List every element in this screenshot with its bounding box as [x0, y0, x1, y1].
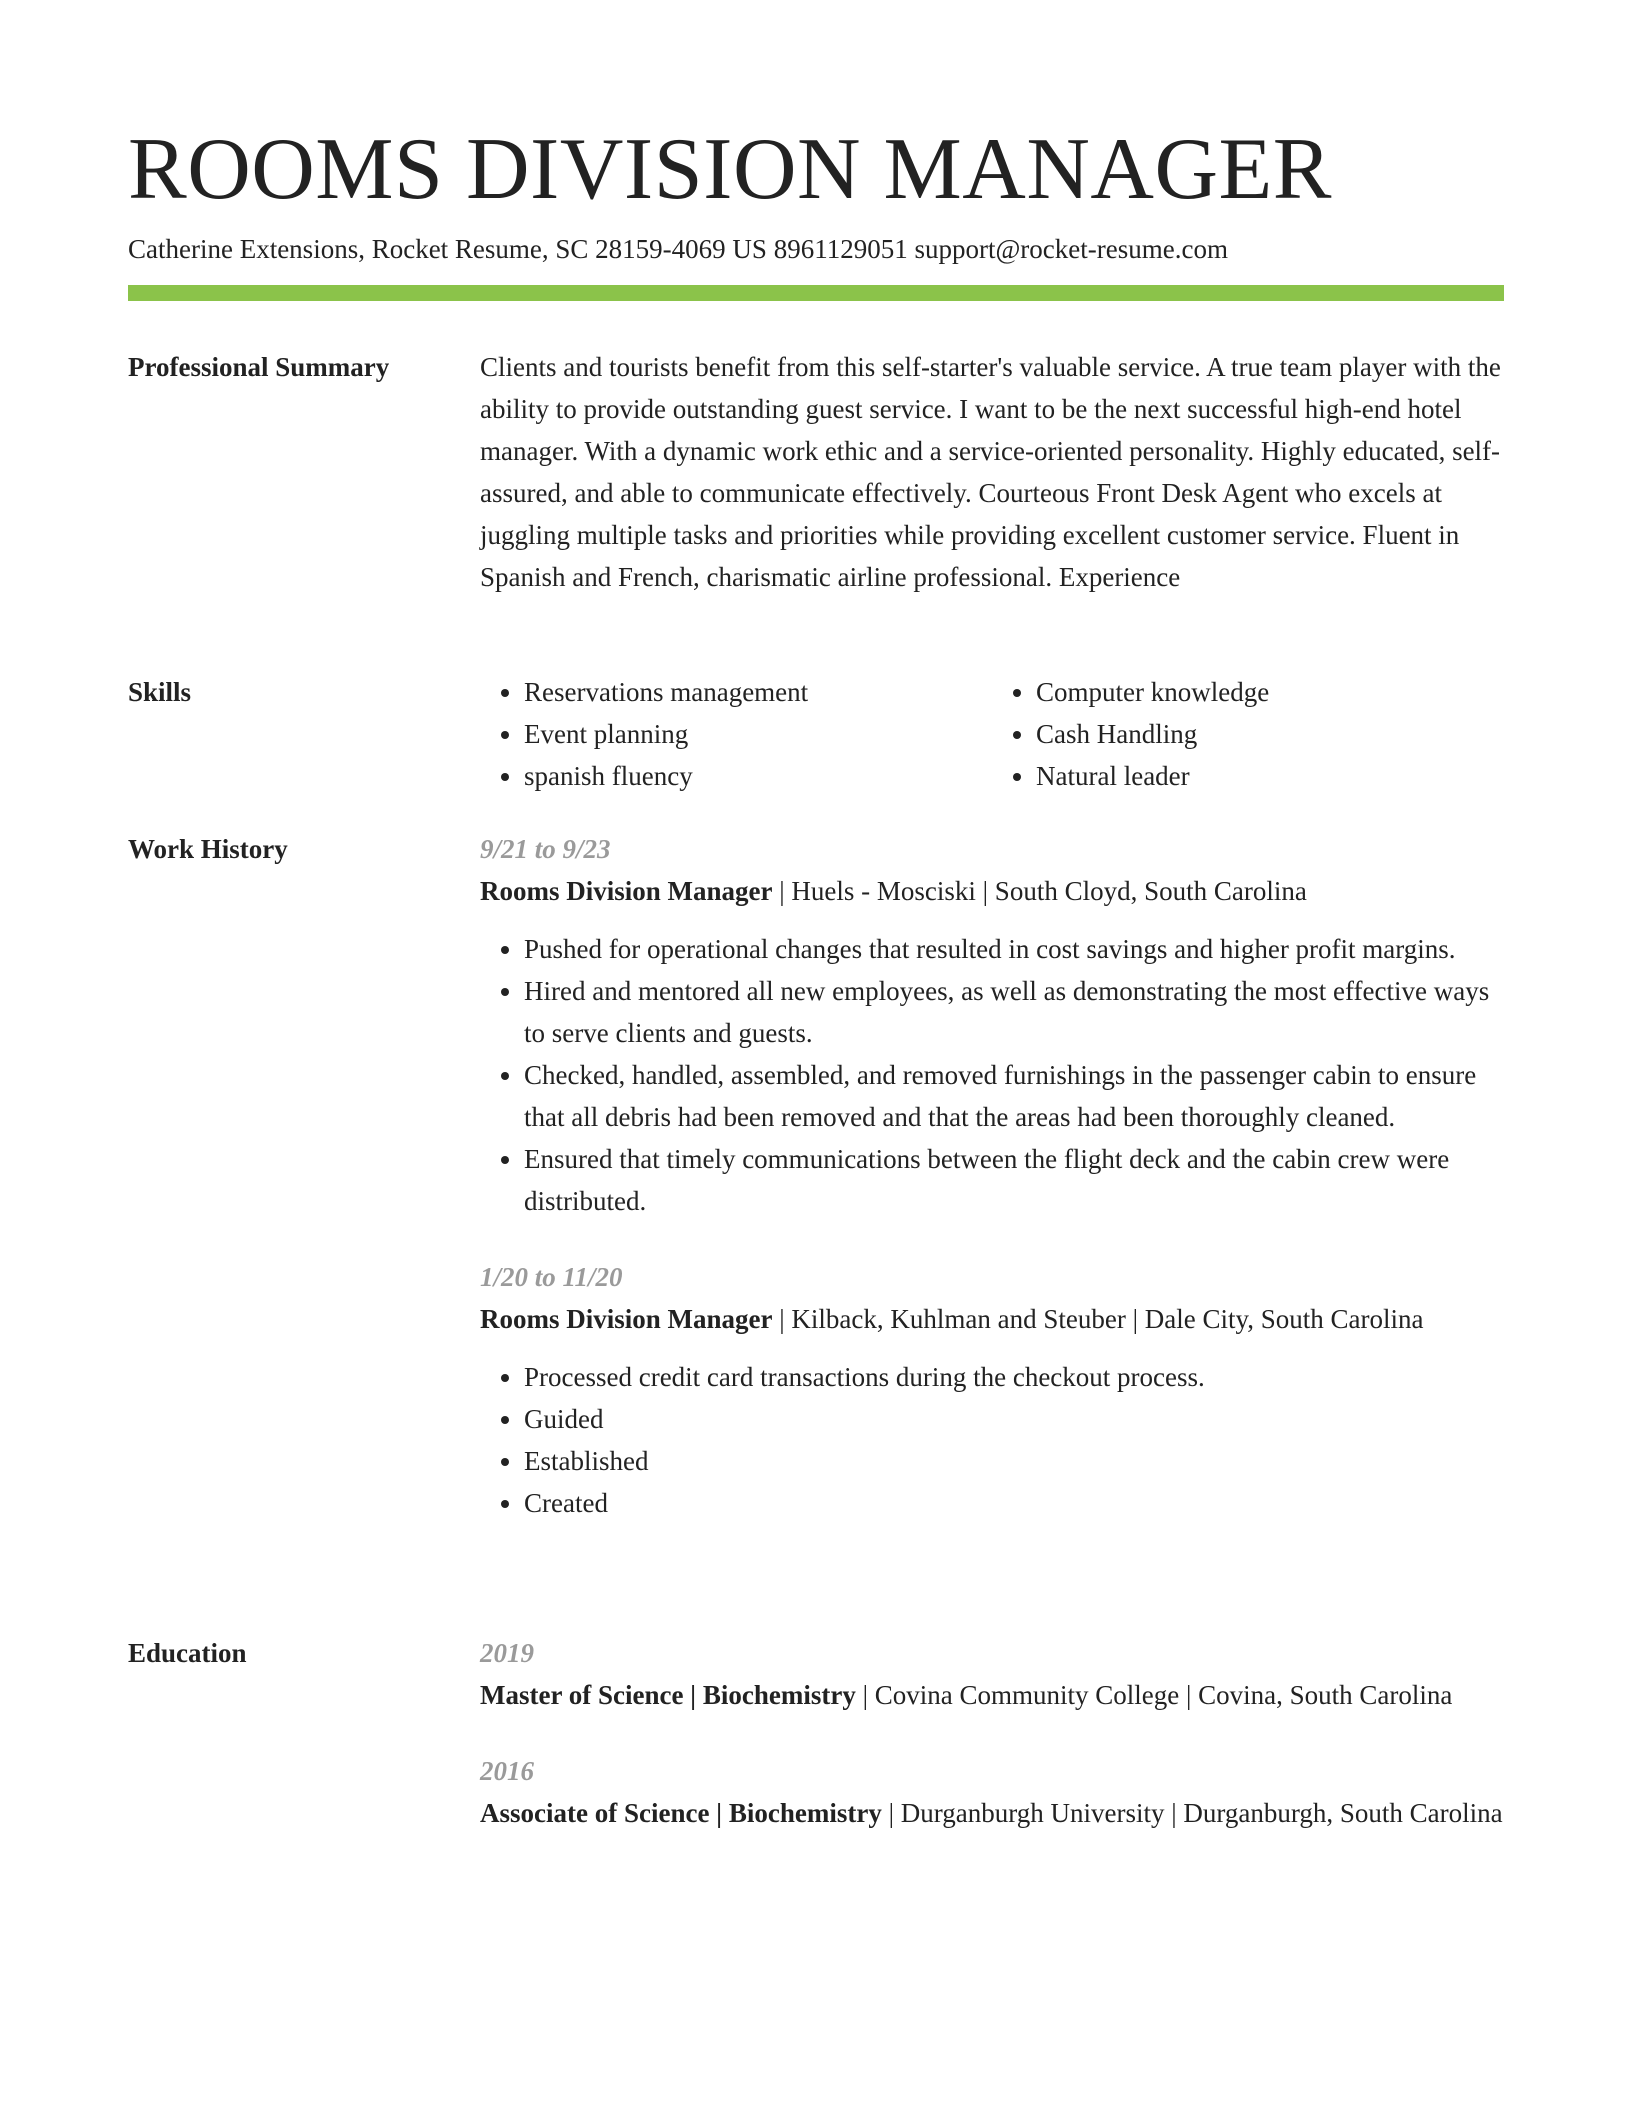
skill-item: • Cash Handling [1036, 713, 1504, 755]
education-entry [480, 1632, 1504, 1716]
education-degree: Master of Science | Biochemistry [480, 1680, 856, 1710]
job-duties [480, 928, 1504, 1222]
education-heading: Education [128, 1638, 247, 1668]
education-degree: Associate of Science | Biochemistry [480, 1798, 882, 1828]
job-heading [480, 870, 1504, 912]
job-heading [480, 1298, 1504, 1340]
job-duties [480, 1356, 1504, 1524]
skill-item: • Reservations management [524, 671, 992, 713]
education-entry [480, 1750, 1504, 1834]
job-duty: • Established [524, 1440, 1504, 1482]
job-duty: • Checked, handled, assembled, and removed furnishings in the passenger cabin to ensure that all debris had been removed and that the areas had been thoroughly cleaned. [524, 1054, 1504, 1138]
skill-item: • Computer knowledge [1036, 671, 1504, 713]
skills-column-left [480, 671, 992, 797]
skills-heading: Skills [128, 677, 192, 707]
skill-item: • Event planning [524, 713, 992, 755]
skills-list [480, 671, 1504, 797]
job-title: Rooms Division Manager [480, 876, 773, 906]
work-history-heading: Work History [128, 834, 288, 864]
job-dates: 9/21 to 9/23 [480, 834, 611, 864]
job-company-location: | Kilback, Kuhlman and Steuber | Dale City, South Carolina [772, 1304, 1424, 1334]
resume-title: ROOMS DIVISION MANAGER [128, 121, 1332, 218]
education-school: | Durganburgh University | Durganburgh, South Carolina [881, 1798, 1503, 1828]
job-company-location: | Huels - Mosciski | South Cloyd, South Carolina [772, 876, 1307, 906]
job-duty: • Processed credit card transactions during the checkout process. [524, 1356, 1504, 1398]
skill-item: • Natural leader [1036, 755, 1504, 797]
job-title: Rooms Division Manager [480, 1304, 773, 1334]
accent-divider [128, 285, 1504, 301]
job-duty: • Guided [524, 1398, 1504, 1440]
job-dates: 1/20 to 11/20 [480, 1262, 623, 1292]
education-details [480, 1792, 1504, 1834]
summary-heading: Professional Summary [128, 352, 390, 382]
education-details [480, 1674, 1504, 1716]
job-duty: • Hired and mentored all new employees, as well as demonstrating the most effective ways to serve clients and guests. [524, 970, 1504, 1054]
summary-text: Clients and tourists benefit from this self-starter's valuable service. A true team player with the ability to provide outstanding guest service. I want to be the next successful high-end hotel manager. With a dynamic work ethic and a service-oriented personality. Highly educated, self-assured, and able to communicate effectively. Courteous Front Desk Agent who excels at juggling multiple tasks and priorities while providing excellent customer service. Fluent in Spanish and French, charismatic airline professional. Experience [480, 352, 1501, 592]
skill-item: • spanish fluency [524, 755, 992, 797]
job-entry [480, 1256, 1504, 1524]
job-duty: • Ensured that timely communications between the flight deck and the cabin crew were distributed. [524, 1138, 1504, 1222]
education-year: 2019 [480, 1638, 534, 1668]
job-entry [480, 828, 1504, 1222]
education-year: 2016 [480, 1756, 534, 1786]
contact-line: Catherine Extensions, Rocket Resume, SC 28159-4069 US 8961129051 support@rocket-resume.com [128, 234, 1228, 264]
skills-column-right [992, 671, 1504, 797]
education-school: | Covina Community College | Covina, South Carolina [855, 1680, 1453, 1710]
job-duty: • Pushed for operational changes that resulted in cost savings and higher profit margins. [524, 928, 1504, 970]
job-duty: • Created [524, 1482, 1504, 1524]
